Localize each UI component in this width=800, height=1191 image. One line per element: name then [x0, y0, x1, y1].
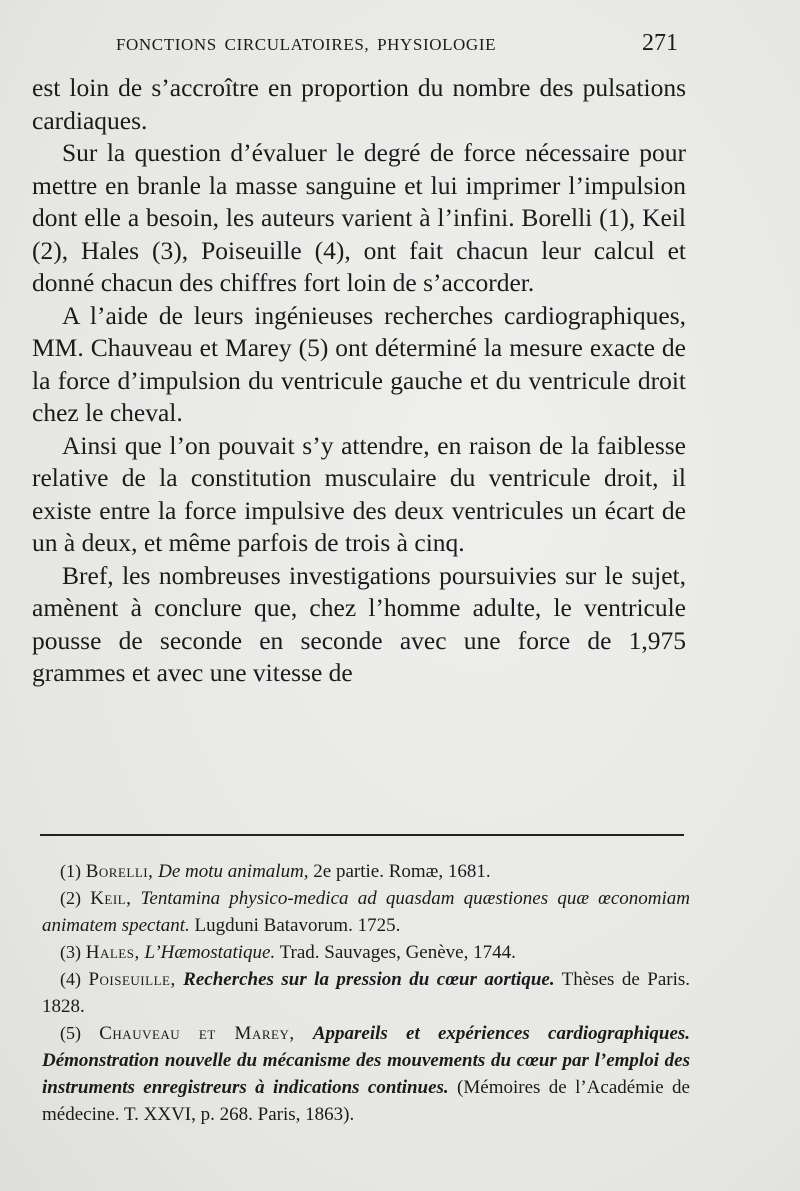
footnote-publication: Thèses de Paris. 1828. [42, 969, 691, 1017]
footnote-3 [42, 939, 690, 966]
paragraph-5: Bref, les nombreuses investigations poursuivies sur le sujet, amènent à conclure que, chez l’homme adulte, le ventricule pousse de seconde en seconde avec une force de 1,975 grammes et avec une vitesse de [32, 560, 686, 687]
paragraph-2: Sur la question d’évaluer le degré de force nécessaire pour mettre en branle la masse sanguine et lui imprimer l’impulsion dont elle a besoin, les auteurs varient à l’infini. Borelli (1), Keil (2), Hales (3), Poiseuille (4), ont fait chacun leur calcul et donné chacun des chiffres fort loin de s’accorder. [32, 138, 686, 297]
footnote-number: (3) [60, 942, 81, 962]
footnote-author: Borelli, [85, 861, 154, 882]
footnote-2 [42, 885, 690, 939]
footnote-number: (1) [60, 861, 81, 881]
footnote-5 [42, 1020, 690, 1128]
footnote-title: L’Hæmostatique. [144, 942, 276, 963]
footnote-author: Hales, [85, 942, 140, 963]
footnote-number: (4) [60, 969, 81, 989]
footnote-number: (5) [60, 1023, 81, 1043]
footnote-separator [40, 834, 684, 836]
footnote-publication: Lugduni Batavorum. 1725. [189, 915, 401, 936]
footnote-4 [42, 966, 690, 1020]
main-text [32, 72, 686, 690]
footnote-publication: 2e partie. Romæ, 1681. [308, 861, 491, 882]
footnote-author: Poiseuille, [88, 969, 176, 990]
page-number: 271 [642, 30, 678, 56]
footnote-author: Chauveau et Marey, [99, 1023, 295, 1044]
paragraph-1: est loin de s’accroître en proportion du nombre des pulsations cardiaques. [32, 73, 686, 135]
paragraph-3: A l’aide de leurs ingénieuses recherches cardiographiques, MM. Chauveau et Marey (5) ont déterminé la mesure exacte de la force d’impulsion du ventricule gauche et du ventricule droit chez le cheval. [32, 300, 686, 427]
footnotes [42, 858, 690, 1128]
footnote-author: Keil, [90, 888, 132, 909]
footnote-title: Appareils et expériences cardiographiques. Démonstration nouvelle du mécanisme des mouvements du cœur par l’emploi des instruments enregistreurs à indications continues. [42, 1023, 691, 1098]
footnote-number: (2) [60, 888, 81, 908]
footnote-publication: Trad. Sauvages, Genève, 1744. [275, 942, 516, 963]
page-header [116, 30, 678, 64]
footnote-title: De motu animalum, [158, 861, 309, 882]
running-title: FONCTIONS CIRCULATOIRES, PHYSIOLOGIE [116, 35, 497, 54]
paragraph-4: Ainsi que l’on pouvait s’y attendre, en raison de la faiblesse relative de la constitution musculaire du ventricule droit, il existe entre la force impulsive des deux ventricules un écart de un à deux, et même parfois de trois à cinq. [32, 430, 686, 557]
footnote-title: Recherches sur la pression du cœur aortique. [183, 969, 555, 990]
footnote-title: Tentamina physico-medica ad quasdam quæstiones quæ œconomiam animatem spectant. [42, 888, 690, 936]
footnote-1 [42, 858, 690, 885]
footnote-publication: (Mémoires de l’Académie de médecine. T. XXVI, p. 268. Paris, 1863). [42, 1077, 690, 1125]
